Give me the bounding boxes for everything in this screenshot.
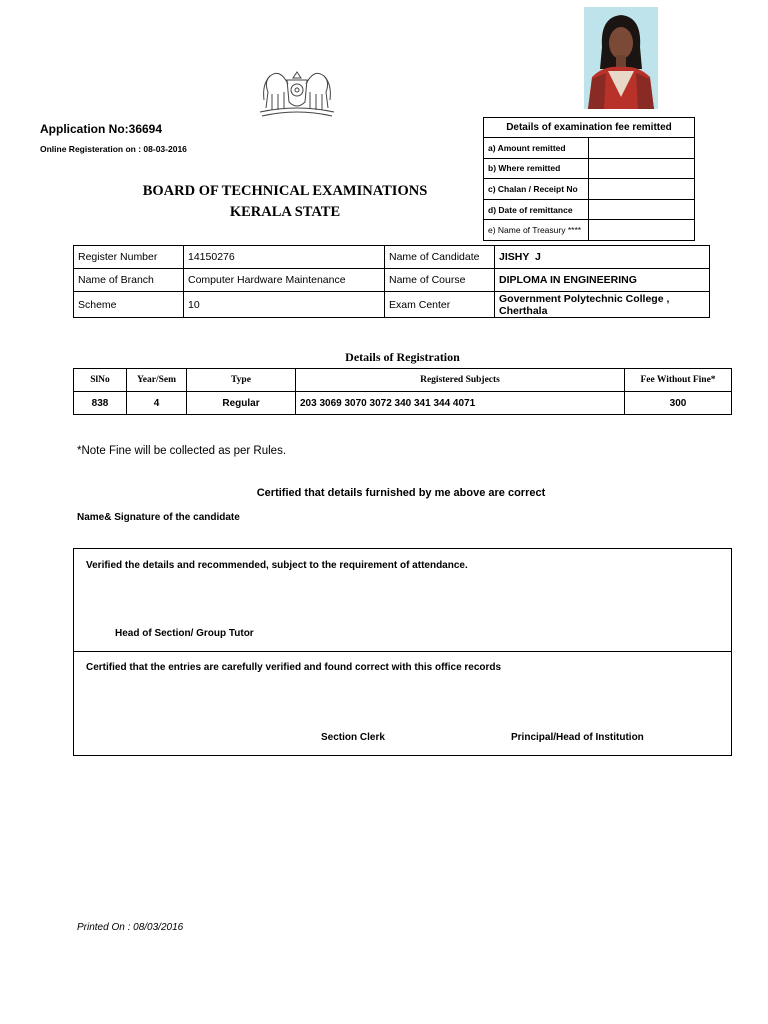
table-row — [74, 269, 710, 292]
register-number-label: Register Number — [74, 246, 184, 269]
column-header: Year/Sem — [127, 369, 187, 392]
fee-row-label: e) Name of Treasury **** — [484, 220, 589, 241]
branch-label: Name of Branch — [74, 269, 184, 292]
candidate-details-table — [73, 245, 710, 318]
table-row — [74, 292, 710, 318]
registration-title: Details of Registration — [345, 350, 460, 364]
fee-row-label: a) Amount remitted — [484, 138, 589, 159]
scheme-value: 10 — [184, 292, 385, 318]
branch-value: Computer Hardware Maintenance — [184, 269, 385, 292]
section-clerk-label: Section Clerk — [321, 732, 385, 743]
fee-row-label: d) Date of remittance — [484, 199, 589, 220]
subjects-cell: 203 3069 3070 3072 340 341 344 4071 — [296, 392, 625, 415]
candidate-name-value: JISHY J — [495, 246, 710, 269]
fee-remittance-table — [483, 117, 695, 241]
column-header: Fee Without Fine* — [625, 369, 732, 392]
candidate-photo-image — [584, 7, 658, 109]
candidate-certification: Certified that details furnished by me above are correct — [256, 487, 546, 499]
column-header: Type — [187, 369, 296, 392]
fee-row — [484, 158, 695, 179]
type-cell: Regular — [187, 392, 296, 415]
board-title — [120, 181, 450, 223]
year-sem-cell: 4 — [127, 392, 187, 415]
candidate-photo — [584, 7, 658, 109]
fee-row-value — [589, 158, 695, 179]
board-title-line2: KERALA STATE — [229, 204, 341, 220]
state-emblem-icon — [258, 64, 336, 118]
certified-entries-text: Certified that the entries are carefully verified and found correct with this office records — [86, 662, 502, 673]
fee-row-value — [589, 138, 695, 159]
candidate-name-label: Name of Candidate — [385, 246, 495, 269]
section-divider — [74, 651, 731, 652]
fee-cell: 300 — [625, 392, 732, 415]
fee-row-label: c) Chalan / Receipt No — [484, 179, 589, 200]
fee-row — [484, 138, 695, 159]
online-registration-date: Online Registeration on : 08-03-2016 — [40, 144, 187, 154]
exam-center-label: Exam Center — [385, 292, 495, 318]
register-number-value: 14150276 — [184, 246, 385, 269]
fee-row-value — [589, 199, 695, 220]
column-header: SlNo — [74, 369, 127, 392]
column-header: Registered Subjects — [296, 369, 625, 392]
board-title-line1: BOARD OF TECHNICAL EXAMINATIONS — [142, 183, 428, 199]
fine-note: *Note Fine will be collected as per Rules. — [77, 445, 287, 457]
fee-row-label: b) Where remitted — [484, 158, 589, 179]
registration-table — [73, 368, 732, 415]
course-label: Name of Course — [385, 269, 495, 292]
table-header-row — [74, 369, 732, 392]
exam-center-value: Government Polytechnic College , Cherthala — [495, 292, 710, 318]
table-row — [74, 246, 710, 269]
fee-table-title: Details of examination fee remitted — [484, 118, 695, 138]
fee-row-value — [589, 179, 695, 200]
slno-cell: 838 — [74, 392, 127, 415]
printed-on-date: Printed On : 08/03/2016 — [77, 922, 184, 933]
application-number: Application No:36694 — [40, 122, 163, 136]
name-signature-label: Name& Signature of the candidate — [77, 512, 240, 523]
head-of-section-label: Head of Section/ Group Tutor — [115, 628, 254, 639]
fee-row — [484, 179, 695, 200]
scheme-label: Scheme — [74, 292, 184, 318]
principal-label: Principal/Head of Institution — [511, 732, 644, 743]
fee-row-value — [589, 220, 695, 241]
fee-row — [484, 199, 695, 220]
course-value: DIPLOMA IN ENGINEERING — [495, 269, 710, 292]
verification-box — [73, 548, 732, 756]
verified-text: Verified the details and recommended, subject to the requirement of attendance. — [86, 560, 468, 571]
fee-row — [484, 220, 695, 241]
table-row — [74, 392, 732, 415]
